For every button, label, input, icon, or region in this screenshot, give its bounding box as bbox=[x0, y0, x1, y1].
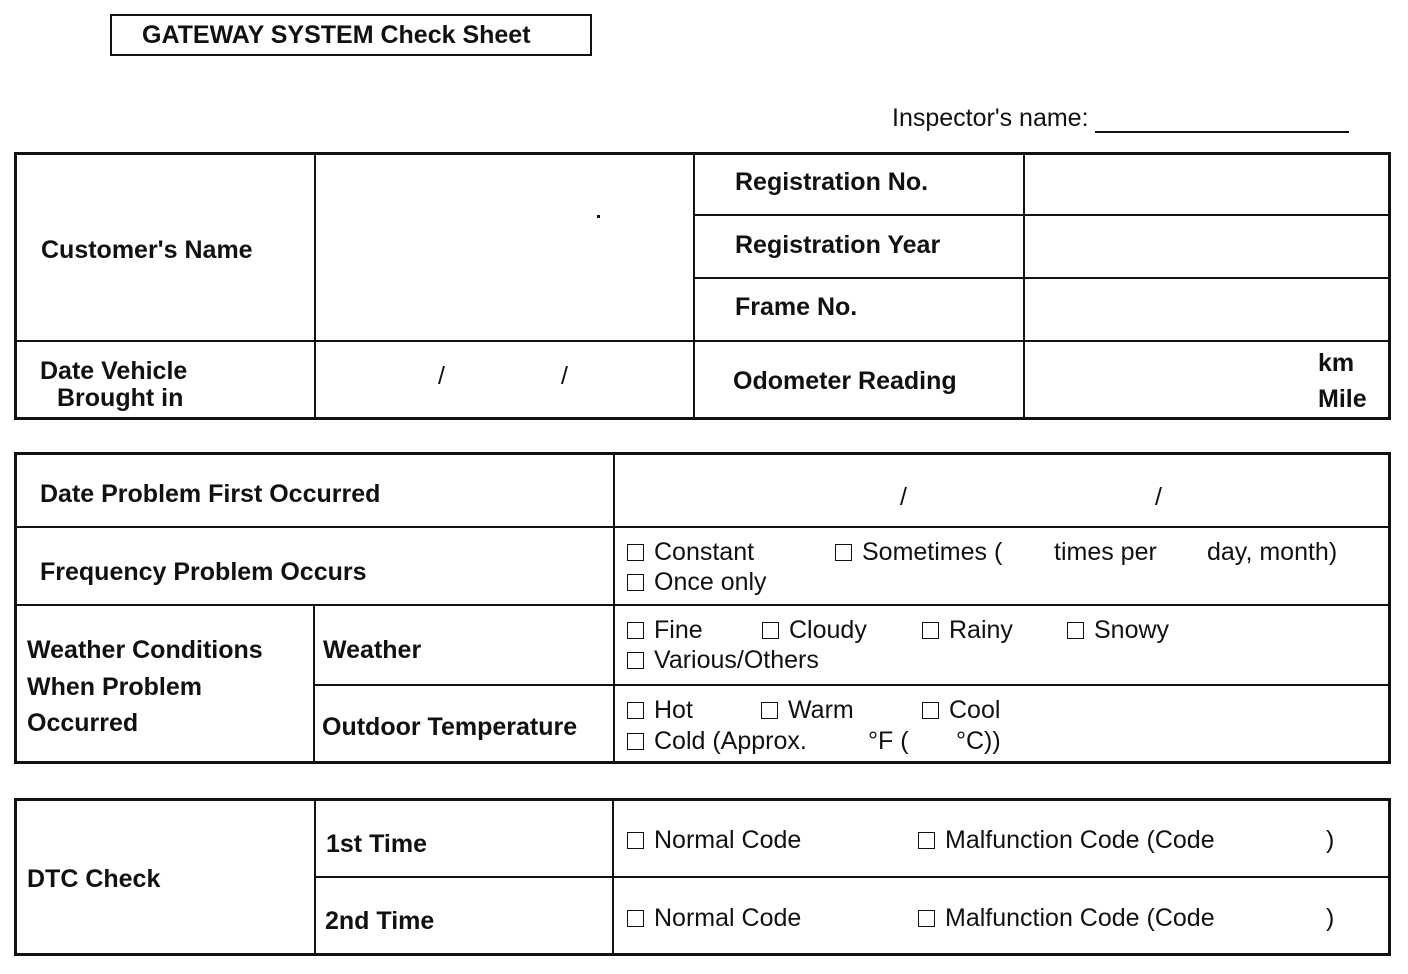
option-label: Fine bbox=[654, 616, 703, 644]
title-box bbox=[110, 14, 592, 56]
option-sometimes[interactable] bbox=[835, 537, 1002, 567]
option-snowy[interactable] bbox=[1067, 615, 1169, 645]
divider bbox=[314, 152, 316, 420]
unit-mile: Mile bbox=[1318, 385, 1367, 413]
degrees-f-text: °F ( bbox=[868, 727, 909, 755]
first-time-label: 1st Time bbox=[326, 830, 427, 858]
divider bbox=[1023, 152, 1025, 420]
option-label: Rainy bbox=[949, 616, 1013, 644]
vehicle-info-table bbox=[14, 152, 1391, 420]
option-various-others[interactable] bbox=[627, 645, 819, 675]
date-brought-slash-1: / bbox=[438, 362, 445, 390]
inspector-name-line[interactable] bbox=[1095, 107, 1349, 133]
date-first-slash-2: / bbox=[1155, 483, 1162, 511]
option-label: Malfunction Code (Code bbox=[945, 826, 1215, 854]
weather-conditions-label-line1: Weather Conditions bbox=[27, 636, 263, 664]
date-brought-label-line2: Brought in bbox=[57, 384, 184, 412]
option-label: Snowy bbox=[1094, 616, 1170, 644]
checkbox-icon[interactable] bbox=[835, 544, 852, 561]
option-constant[interactable] bbox=[627, 537, 754, 567]
checkbox-icon[interactable] bbox=[627, 622, 644, 639]
checkbox-icon[interactable] bbox=[918, 910, 935, 927]
inspector-field bbox=[892, 104, 1349, 133]
checkbox-icon[interactable] bbox=[922, 622, 939, 639]
outdoor-temperature-label: Outdoor Temperature bbox=[322, 713, 578, 741]
checkbox-icon[interactable] bbox=[761, 702, 778, 719]
date-first-occurred-label: Date Problem First Occurred bbox=[40, 480, 381, 508]
checkbox-icon[interactable] bbox=[627, 652, 644, 669]
option-label: Various/Others bbox=[654, 646, 819, 674]
second-time-label: 2nd Time bbox=[325, 907, 435, 935]
checkbox-icon[interactable] bbox=[922, 702, 939, 719]
checkbox-icon[interactable] bbox=[627, 910, 644, 927]
checkbox-icon[interactable] bbox=[918, 832, 935, 849]
divider bbox=[613, 452, 615, 764]
option-hot[interactable] bbox=[627, 695, 693, 725]
option-normal-code-2nd[interactable] bbox=[627, 903, 801, 933]
divider bbox=[313, 684, 1391, 686]
divider bbox=[693, 214, 1390, 216]
option-label: Malfunction Code (Code bbox=[945, 904, 1215, 932]
option-cloudy[interactable] bbox=[762, 615, 867, 645]
weather-label: Weather bbox=[323, 636, 422, 664]
speck bbox=[597, 215, 600, 218]
registration-year-label: Registration Year bbox=[735, 231, 941, 259]
weather-conditions-label-line2: When Problem bbox=[27, 673, 203, 701]
unit-km: km bbox=[1318, 349, 1355, 377]
option-label: Cold (Approx. bbox=[654, 727, 807, 755]
option-malfunction-code-2nd[interactable] bbox=[918, 903, 1215, 933]
frequency-label: Frequency Problem Occurs bbox=[40, 558, 367, 586]
sheet-title: GATEWAY SYSTEM Check Sheet bbox=[142, 20, 531, 49]
odometer-label: Odometer Reading bbox=[733, 367, 957, 395]
divider bbox=[693, 152, 695, 420]
date-brought-label-line1: Date Vehicle bbox=[40, 357, 188, 385]
close-paren: ) bbox=[1326, 904, 1335, 932]
checkbox-icon[interactable] bbox=[627, 733, 644, 750]
option-rainy[interactable] bbox=[922, 615, 1013, 645]
date-brought-slash-2: / bbox=[561, 362, 568, 390]
dtc-check-label: DTC Check bbox=[27, 865, 161, 893]
checkbox-icon[interactable] bbox=[627, 574, 644, 591]
checkbox-icon[interactable] bbox=[627, 544, 644, 561]
option-malfunction-code-1st[interactable] bbox=[918, 825, 1215, 855]
option-label: Warm bbox=[788, 696, 854, 724]
frame-no-label: Frame No. bbox=[735, 293, 858, 321]
option-label: Cloudy bbox=[789, 616, 867, 644]
day-month-text: day, month) bbox=[1207, 538, 1338, 566]
option-label: Hot bbox=[654, 696, 693, 724]
option-label: Normal Code bbox=[654, 826, 802, 854]
option-fine[interactable] bbox=[627, 615, 703, 645]
option-warm[interactable] bbox=[761, 695, 854, 725]
option-label: Constant bbox=[654, 538, 755, 566]
option-cold[interactable] bbox=[627, 726, 807, 756]
divider bbox=[14, 526, 1391, 528]
option-normal-code-1st[interactable] bbox=[627, 825, 801, 855]
weather-conditions-label-line3: Occurred bbox=[27, 709, 139, 737]
registration-no-label: Registration No. bbox=[735, 168, 929, 196]
checkbox-icon[interactable] bbox=[627, 702, 644, 719]
option-label: Sometimes ( bbox=[862, 538, 1003, 566]
customer-name-label: Customer's Name bbox=[41, 236, 253, 264]
option-once-only[interactable] bbox=[627, 567, 767, 597]
option-label: Normal Code bbox=[654, 904, 802, 932]
divider bbox=[314, 876, 1391, 878]
checkbox-icon[interactable] bbox=[627, 832, 644, 849]
degrees-c-text: °C)) bbox=[956, 727, 1001, 755]
date-first-slash-1: / bbox=[900, 483, 907, 511]
option-cool[interactable] bbox=[922, 695, 1000, 725]
inspector-label: Inspector's name: bbox=[892, 104, 1089, 132]
checkbox-icon[interactable] bbox=[762, 622, 779, 639]
divider bbox=[14, 340, 1391, 342]
close-paren: ) bbox=[1326, 826, 1335, 854]
divider bbox=[693, 277, 1390, 279]
times-per-text: times per bbox=[1054, 538, 1157, 566]
option-label: Once only bbox=[654, 568, 767, 596]
divider bbox=[14, 604, 1391, 606]
option-label: Cool bbox=[949, 696, 1001, 724]
checkbox-icon[interactable] bbox=[1067, 622, 1084, 639]
